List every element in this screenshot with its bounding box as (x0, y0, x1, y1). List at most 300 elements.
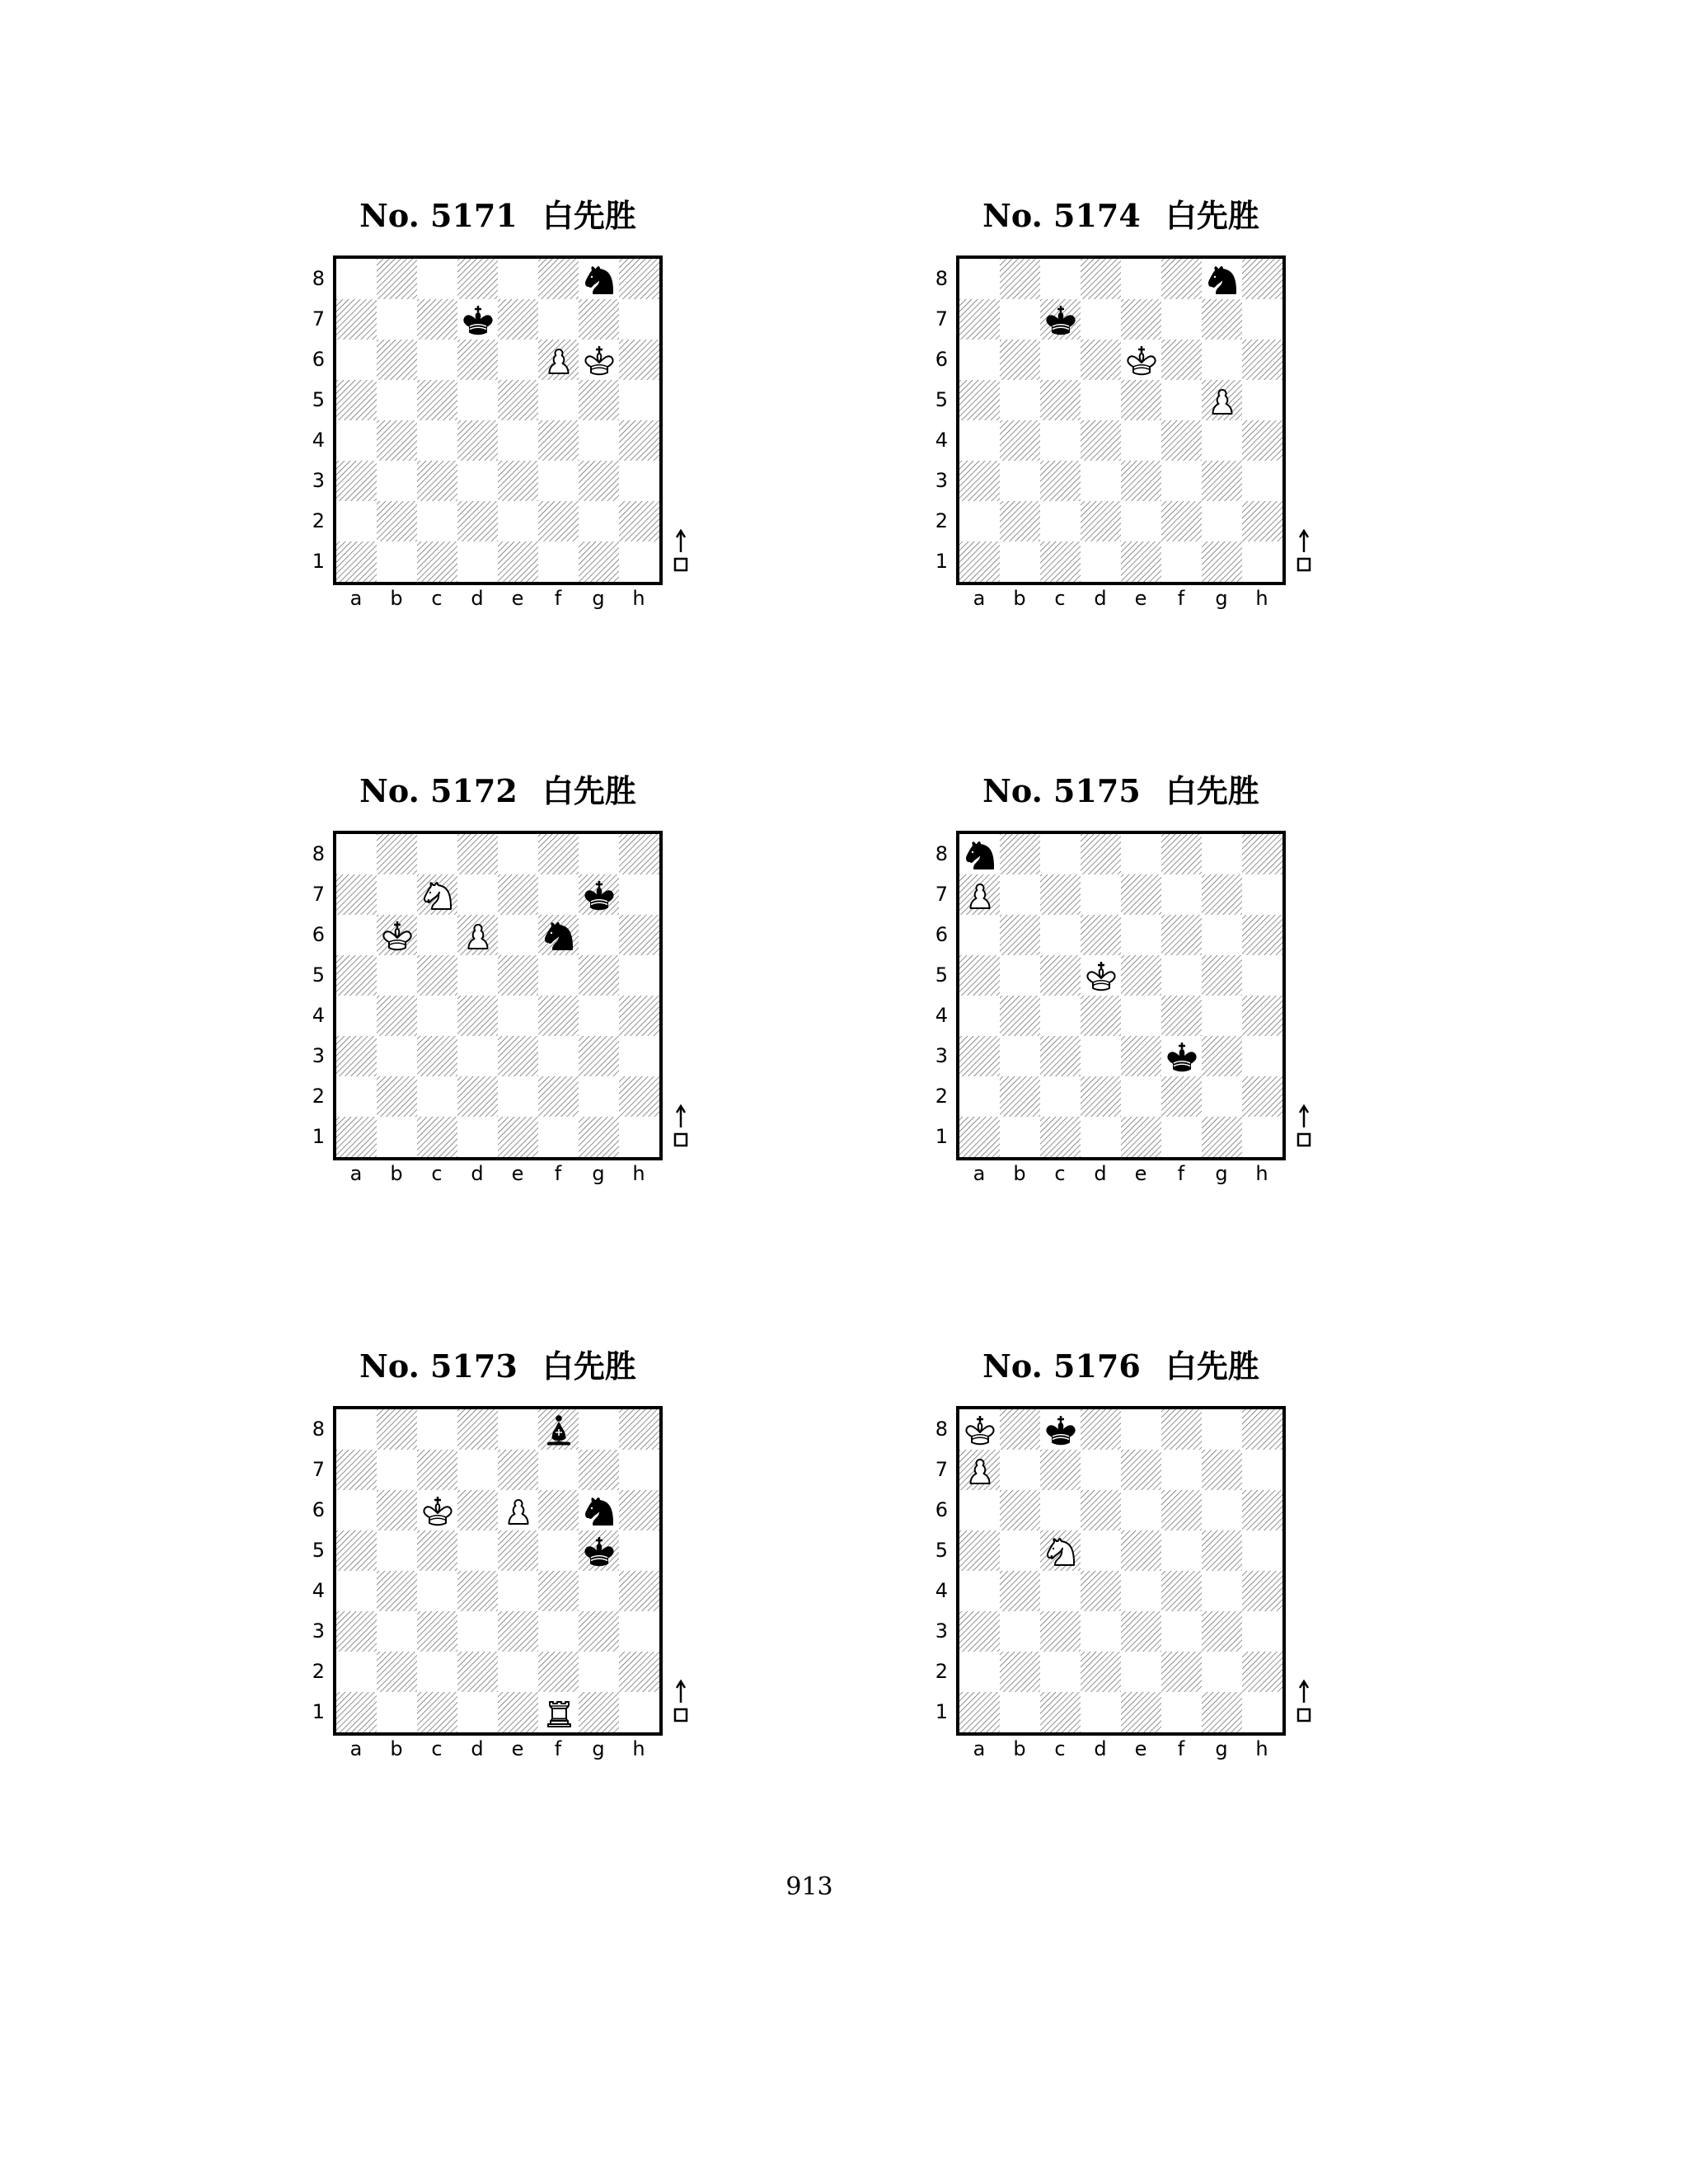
chess-board (956, 255, 1286, 585)
rank-label: 7 (935, 307, 948, 330)
dark-square (538, 1076, 579, 1117)
file-label: b (1013, 587, 1026, 610)
rank-label: 4 (935, 1004, 948, 1027)
dark-square (1000, 915, 1040, 955)
file-label: h (1255, 1737, 1268, 1760)
dark-square (1121, 1450, 1161, 1490)
problem-number: No. 5175 (982, 772, 1141, 809)
dark-square (1081, 420, 1121, 461)
dark-square (538, 834, 579, 874)
dark-square (457, 1652, 498, 1692)
dark-square (1202, 299, 1242, 340)
dark-square (579, 1692, 619, 1732)
rank-label: 2 (312, 1085, 325, 1108)
dark-square (1202, 955, 1242, 996)
dark-square (619, 501, 659, 541)
dark-square (1000, 996, 1040, 1036)
dark-square (336, 1450, 377, 1490)
dark-square (579, 1611, 619, 1652)
white-knight-icon (1040, 1530, 1081, 1571)
dark-square (1040, 1450, 1081, 1490)
dark-square (336, 299, 377, 340)
chess-board (333, 1406, 663, 1736)
dark-square (1081, 259, 1121, 299)
black-knight-icon (959, 834, 1000, 874)
dark-square (579, 955, 619, 996)
dark-square (1000, 1409, 1040, 1450)
dark-square (457, 1076, 498, 1117)
dark-square (336, 1692, 377, 1732)
diagram-title (333, 773, 663, 809)
rank-label: 4 (935, 429, 948, 452)
dark-square (1000, 420, 1040, 461)
stipulation: 白先胜 (1165, 772, 1259, 809)
dark-square (457, 259, 498, 299)
dark-square (1121, 955, 1161, 996)
dark-square (1121, 1611, 1161, 1652)
dark-square (1040, 1036, 1081, 1076)
white-pawn-icon (457, 915, 498, 955)
dark-square (417, 1117, 457, 1157)
file-label: c (431, 587, 443, 610)
dark-square (1121, 874, 1161, 915)
rank-label: 8 (312, 1418, 325, 1441)
diagram-5174 (935, 197, 1335, 643)
rank-label: 8 (312, 267, 325, 290)
dark-square (1161, 1490, 1202, 1530)
problem-number: No. 5176 (982, 1347, 1141, 1385)
dark-square (377, 420, 417, 461)
dark-square (959, 1036, 1000, 1076)
file-label: e (1134, 587, 1147, 610)
dark-square (1081, 996, 1121, 1036)
dark-square (1040, 1611, 1081, 1652)
dark-square (1081, 501, 1121, 541)
stipulation: 白先胜 (542, 197, 636, 234)
rank-label: 5 (312, 388, 325, 411)
rank-label: 7 (935, 883, 948, 906)
chess-board (956, 1406, 1286, 1736)
dark-square (377, 1409, 417, 1450)
rank-label: 4 (312, 1004, 325, 1027)
dark-square (1121, 1692, 1161, 1732)
dark-square (619, 1652, 659, 1692)
black-king-icon (1040, 1409, 1081, 1450)
dark-square (619, 420, 659, 461)
dark-square (619, 996, 659, 1036)
dark-square (1161, 420, 1202, 461)
dark-square (417, 1036, 457, 1076)
rank-label: 5 (935, 963, 948, 987)
dark-square (377, 1652, 417, 1692)
rank-label: 2 (312, 1660, 325, 1683)
dark-square (619, 1571, 659, 1611)
dark-square (1081, 1409, 1121, 1450)
dark-square (1081, 1571, 1121, 1611)
dark-square (457, 340, 498, 380)
dark-square (538, 420, 579, 461)
dark-square (959, 541, 1000, 582)
dark-square (1081, 1076, 1121, 1117)
dark-square (959, 1530, 1000, 1571)
dark-square (1242, 1076, 1282, 1117)
diagram-title (333, 198, 663, 234)
dark-square (457, 834, 498, 874)
file-label: h (1255, 1162, 1268, 1185)
file-label: h (632, 1737, 645, 1760)
file-label: a (973, 1162, 986, 1185)
dark-square (417, 380, 457, 420)
rank-label: 6 (935, 923, 948, 946)
dark-square (959, 380, 1000, 420)
rank-label: 2 (935, 1660, 948, 1683)
dark-square (377, 1490, 417, 1530)
white-to-move-icon (673, 1103, 689, 1155)
stipulation: 白先胜 (1165, 197, 1259, 234)
dark-square (336, 874, 377, 915)
diagram-5172 (312, 772, 712, 1218)
dark-square (498, 1450, 538, 1490)
dark-square (1040, 1117, 1081, 1157)
dark-square (538, 501, 579, 541)
dark-square (498, 461, 538, 501)
rank-label: 6 (935, 1498, 948, 1521)
diagram-5176 (935, 1347, 1335, 1793)
dark-square (1242, 420, 1282, 461)
file-label: d (1094, 587, 1107, 610)
black-bishop-icon (538, 1409, 579, 1450)
dark-square (538, 1571, 579, 1611)
dark-square (498, 874, 538, 915)
rank-label: 5 (312, 963, 325, 987)
dark-square (538, 1490, 579, 1530)
dark-square (457, 1409, 498, 1450)
black-knight-icon (579, 259, 619, 299)
dark-square (1242, 834, 1282, 874)
rank-label: 5 (935, 388, 948, 411)
dark-square (1242, 996, 1282, 1036)
dark-square (1161, 259, 1202, 299)
white-to-move-icon (1296, 1103, 1312, 1155)
white-pawn-icon (959, 1450, 1000, 1490)
dark-square (959, 1692, 1000, 1732)
chess-board (956, 831, 1286, 1160)
rank-label: 7 (312, 1458, 325, 1481)
dark-square (457, 996, 498, 1036)
white-king-icon (579, 340, 619, 380)
file-label: d (471, 1737, 484, 1760)
dark-square (619, 834, 659, 874)
rank-label: 8 (312, 842, 325, 865)
dark-square (1202, 1530, 1242, 1571)
dark-square (498, 1036, 538, 1076)
dark-square (498, 299, 538, 340)
chess-board (333, 831, 663, 1160)
rank-label: 3 (935, 1044, 948, 1067)
file-label: b (390, 1737, 403, 1760)
file-label: b (390, 587, 403, 610)
dark-square (336, 955, 377, 996)
dark-square (1121, 380, 1161, 420)
file-label: e (1134, 1162, 1147, 1185)
rank-label: 2 (312, 509, 325, 532)
dark-square (1242, 1409, 1282, 1450)
black-knight-icon (1202, 259, 1242, 299)
rank-label: 7 (935, 1458, 948, 1481)
dark-square (1121, 541, 1161, 582)
dark-square (498, 955, 538, 996)
white-king-icon (1121, 340, 1161, 380)
dark-square (1121, 1036, 1161, 1076)
rank-label: 3 (312, 1619, 325, 1643)
diagram-title (333, 1348, 663, 1385)
dark-square (377, 834, 417, 874)
dark-square (619, 1409, 659, 1450)
rank-label: 1 (312, 550, 325, 573)
dark-square (579, 541, 619, 582)
file-label: h (1255, 587, 1268, 610)
file-label: d (1094, 1737, 1107, 1760)
dark-square (619, 915, 659, 955)
dark-square (619, 1490, 659, 1530)
rank-label: 6 (312, 348, 325, 371)
file-label: b (1013, 1737, 1026, 1760)
dark-square (579, 380, 619, 420)
rank-label: 4 (312, 429, 325, 452)
dark-square (1000, 1652, 1040, 1692)
problem-number: No. 5171 (359, 197, 518, 234)
rank-label: 6 (312, 923, 325, 946)
dark-square (417, 1692, 457, 1732)
dark-square (1202, 1611, 1242, 1652)
rank-label: 5 (312, 1539, 325, 1562)
problem-number: No. 5172 (359, 772, 518, 809)
file-label: c (1054, 587, 1066, 610)
file-label: a (349, 587, 363, 610)
file-label: e (1134, 1737, 1147, 1760)
problem-number: No. 5173 (359, 1347, 518, 1385)
diagram-title (956, 198, 1286, 234)
dark-square (959, 1117, 1000, 1157)
white-pawn-icon (959, 874, 1000, 915)
dark-square (1040, 1692, 1081, 1732)
black-king-icon (579, 874, 619, 915)
dark-square (377, 1076, 417, 1117)
dark-square (1000, 834, 1040, 874)
rank-label: 8 (935, 1418, 948, 1441)
rank-label: 6 (935, 348, 948, 371)
file-label: a (349, 1162, 363, 1185)
dark-square (336, 1530, 377, 1571)
dark-square (1040, 874, 1081, 915)
white-king-icon (377, 915, 417, 955)
file-label: f (554, 1737, 562, 1760)
problem-number: No. 5174 (982, 197, 1141, 234)
stipulation: 白先胜 (542, 1347, 636, 1385)
dark-square (1000, 340, 1040, 380)
dark-square (377, 501, 417, 541)
rank-label: 1 (312, 1700, 325, 1723)
dark-square (457, 1490, 498, 1530)
dark-square (1161, 1076, 1202, 1117)
dark-square (336, 1036, 377, 1076)
file-label: c (431, 1737, 443, 1760)
dark-square (1000, 1571, 1040, 1611)
dark-square (1040, 955, 1081, 996)
dark-square (336, 1117, 377, 1157)
diagram-title (956, 773, 1286, 809)
dark-square (579, 299, 619, 340)
dark-square (1161, 915, 1202, 955)
dark-square (1081, 915, 1121, 955)
rank-label: 5 (935, 1539, 948, 1562)
file-label: g (592, 587, 605, 610)
white-king-icon (1081, 955, 1121, 996)
black-king-icon (1040, 299, 1081, 340)
dark-square (538, 259, 579, 299)
dark-square (1081, 1490, 1121, 1530)
file-label: g (1215, 1737, 1228, 1760)
dark-square (959, 299, 1000, 340)
file-label: h (632, 1162, 645, 1185)
file-label: g (1215, 587, 1228, 610)
rank-label: 8 (935, 267, 948, 290)
dark-square (579, 1117, 619, 1157)
dark-square (959, 955, 1000, 996)
white-to-move-icon (673, 527, 689, 580)
file-label: g (1215, 1162, 1228, 1185)
rank-label: 7 (312, 307, 325, 330)
dark-square (1202, 1036, 1242, 1076)
black-king-icon (1161, 1036, 1202, 1076)
file-label: h (632, 587, 645, 610)
dark-square (336, 461, 377, 501)
stipulation: 白先胜 (542, 772, 636, 809)
diagram-title (956, 1348, 1286, 1385)
rank-label: 1 (312, 1125, 325, 1148)
dark-square (457, 501, 498, 541)
file-label: f (1177, 1737, 1185, 1760)
rank-label: 2 (935, 509, 948, 532)
file-label: e (511, 1737, 524, 1760)
dark-square (1000, 1076, 1040, 1117)
white-pawn-icon (1202, 380, 1242, 420)
white-pawn-icon (498, 1490, 538, 1530)
dark-square (377, 1571, 417, 1611)
rank-label: 1 (935, 550, 948, 573)
dark-square (1242, 1571, 1282, 1611)
dark-square (619, 259, 659, 299)
rank-label: 6 (312, 1498, 325, 1521)
black-king-icon (457, 299, 498, 340)
dark-square (1242, 259, 1282, 299)
dark-square (1161, 1409, 1202, 1450)
rank-label: 1 (935, 1700, 948, 1723)
file-label: a (973, 1737, 986, 1760)
file-label: a (973, 587, 986, 610)
diagram-5175 (935, 772, 1335, 1218)
dark-square (417, 955, 457, 996)
file-label: a (349, 1737, 363, 1760)
dark-square (417, 461, 457, 501)
diagram-5171 (312, 197, 712, 643)
dark-square (1202, 461, 1242, 501)
white-to-move-icon (673, 1678, 689, 1731)
dark-square (377, 340, 417, 380)
dark-square (1081, 1652, 1121, 1692)
dark-square (498, 380, 538, 420)
file-label: d (471, 587, 484, 610)
dark-square (498, 1611, 538, 1652)
dark-square (1000, 501, 1040, 541)
dark-square (417, 1611, 457, 1652)
rank-label: 2 (935, 1085, 948, 1108)
file-label: c (431, 1162, 443, 1185)
dark-square (538, 996, 579, 1036)
rank-label: 7 (312, 883, 325, 906)
dark-square (417, 1530, 457, 1571)
rank-label: 3 (935, 1619, 948, 1643)
dark-square (417, 541, 457, 582)
file-label: c (1054, 1162, 1066, 1185)
dark-square (377, 996, 417, 1036)
dark-square (1000, 259, 1040, 299)
white-pawn-icon (538, 340, 579, 380)
white-knight-icon (417, 874, 457, 915)
file-label: f (554, 1162, 562, 1185)
file-label: g (592, 1737, 605, 1760)
rank-label: 3 (312, 469, 325, 492)
dark-square (619, 340, 659, 380)
file-label: e (511, 1162, 524, 1185)
rank-label: 8 (935, 842, 948, 865)
dark-square (1202, 541, 1242, 582)
file-label: d (1094, 1162, 1107, 1185)
file-label: b (390, 1162, 403, 1185)
dark-square (1242, 1652, 1282, 1692)
dark-square (959, 1611, 1000, 1652)
file-label: g (592, 1162, 605, 1185)
dark-square (538, 1652, 579, 1692)
dark-square (1161, 1652, 1202, 1692)
dark-square (1242, 915, 1282, 955)
white-rook-icon (538, 1692, 579, 1732)
dark-square (336, 1611, 377, 1652)
dark-square (579, 461, 619, 501)
rank-label: 3 (935, 469, 948, 492)
dark-square (1040, 461, 1081, 501)
file-label: c (1054, 1737, 1066, 1760)
dark-square (457, 420, 498, 461)
rank-label: 4 (312, 1579, 325, 1602)
dark-square (959, 461, 1000, 501)
dark-square (1000, 1490, 1040, 1530)
page-number: 913 (785, 1872, 833, 1901)
dark-square (498, 541, 538, 582)
white-king-icon (959, 1409, 1000, 1450)
rank-label: 4 (935, 1579, 948, 1602)
dark-square (1202, 1117, 1242, 1157)
dark-square (1121, 1117, 1161, 1157)
dark-square (1161, 834, 1202, 874)
dark-square (1202, 1692, 1242, 1732)
file-label: f (554, 587, 562, 610)
dark-square (1202, 874, 1242, 915)
dark-square (1161, 501, 1202, 541)
white-to-move-icon (1296, 1678, 1312, 1731)
dark-square (377, 259, 417, 299)
rank-label: 3 (312, 1044, 325, 1067)
